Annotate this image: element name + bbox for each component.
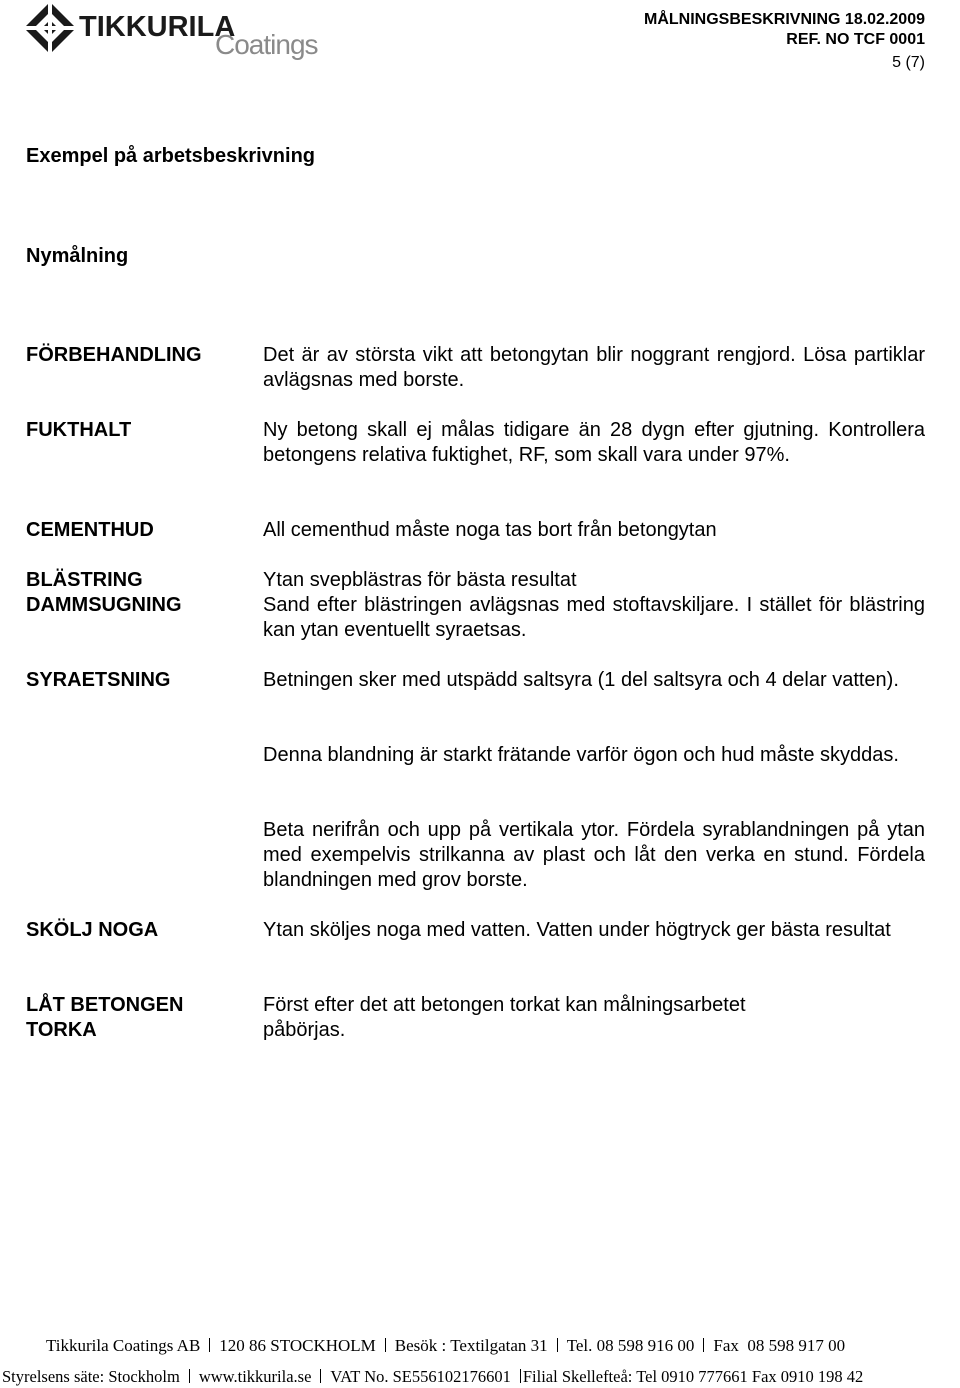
label-blastring: BLÄSTRING xyxy=(26,569,143,591)
doc-ref: REF. NO TCF 0001 xyxy=(786,31,925,48)
text-warning: Denna blandning är starkt frätande varför ögon och hud måste skyddas. xyxy=(263,744,899,766)
logo-brand: TIKKURILA xyxy=(79,11,236,43)
footer-website[interactable]: www.tikkurila.se xyxy=(198,1367,312,1386)
text-syraetsning: Betningen sker med utspädd saltsyra (1 del saltsyra och 4 delar vatten). xyxy=(263,669,899,691)
label-forbehandling: FÖRBEHANDLING xyxy=(26,344,202,366)
label-syraetsning: SYRAETSNING xyxy=(26,669,171,691)
page-number: 5 (7) xyxy=(892,54,925,71)
text-blastring: Ytan svepblästras för bästa resultat xyxy=(263,569,577,591)
label-skolj-noga: SKÖLJ NOGA xyxy=(26,919,159,941)
document-header xyxy=(644,10,925,73)
text-forbehandling: Det är av största vikt att betongytan blir noggrant rengjord. Lösa partiklar avlägsnas med borste. xyxy=(263,344,925,391)
example-heading: Exempel på arbetsbeskrivning xyxy=(26,145,316,167)
label-cementhud: CEMENTHUD xyxy=(26,519,154,541)
label-lat-betongen-torka: LÅT BETONGEN TORKA xyxy=(26,994,184,1041)
doc-title: MÅLNINGSBESKRIVNING 18.02.2009 xyxy=(644,11,925,28)
diamond-icon xyxy=(24,2,76,54)
text-skolj-noga: Ytan sköljes noga med vatten. Vatten under högtryck ger bästa resultat xyxy=(263,919,891,941)
text-lat-betongen-torka: Först efter det att betongen torkat kan målningsarbetet påbörjas. xyxy=(263,994,746,1041)
footer-visit: Besök : Textilgatan 31 xyxy=(394,1336,548,1355)
footer-company: Tikkurila Coatings AB xyxy=(46,1336,201,1355)
section-heading: Nymålning xyxy=(26,245,129,267)
logo-sub: Coatings xyxy=(215,29,318,60)
label-dammsugning: DAMMSUGNING xyxy=(26,594,182,616)
footer-line-1 xyxy=(46,1336,845,1356)
text-instructions: Beta nerifrån och upp på vertikala ytor. Fördela syrablandningen på ytan med exempelvis strilkanna av plast och låt den verka en stund. Fördela blandningen med grov borste. xyxy=(263,819,925,891)
footer-line-2 xyxy=(2,1367,863,1387)
footer-fax: Fax 08 598 917 00 xyxy=(713,1336,846,1355)
footer-address: 120 86 STOCKHOLM xyxy=(219,1336,376,1355)
text-cementhud: All cementhud måste noga tas bort från betongytan xyxy=(263,519,717,541)
text-fukthalt: Ny betong skall ej målas tidigare än 28 dygn efter gjutning. Kontrollera betongens relativa fuktighet, RF, som skall vara under 97%. xyxy=(263,419,925,466)
footer-phone: Tel. 08 598 916 00 xyxy=(566,1336,695,1355)
tikkurila-logo xyxy=(22,0,322,62)
footer-vat: VAT No. SE556102176601 xyxy=(330,1367,511,1386)
footer-branch: Filial Skellefteå: Tel 0910 777661 Fax 0910 198 42 xyxy=(522,1367,864,1386)
label-fukthalt: FUKTHALT xyxy=(26,419,132,441)
text-dammsugning: Sand efter blästringen avlägsnas med stoftavskiljare. I stället för blästring kan ytan eventuellt syraetsas. xyxy=(263,594,925,641)
footer-seat: Styrelsens säte: Stockholm xyxy=(2,1367,180,1386)
